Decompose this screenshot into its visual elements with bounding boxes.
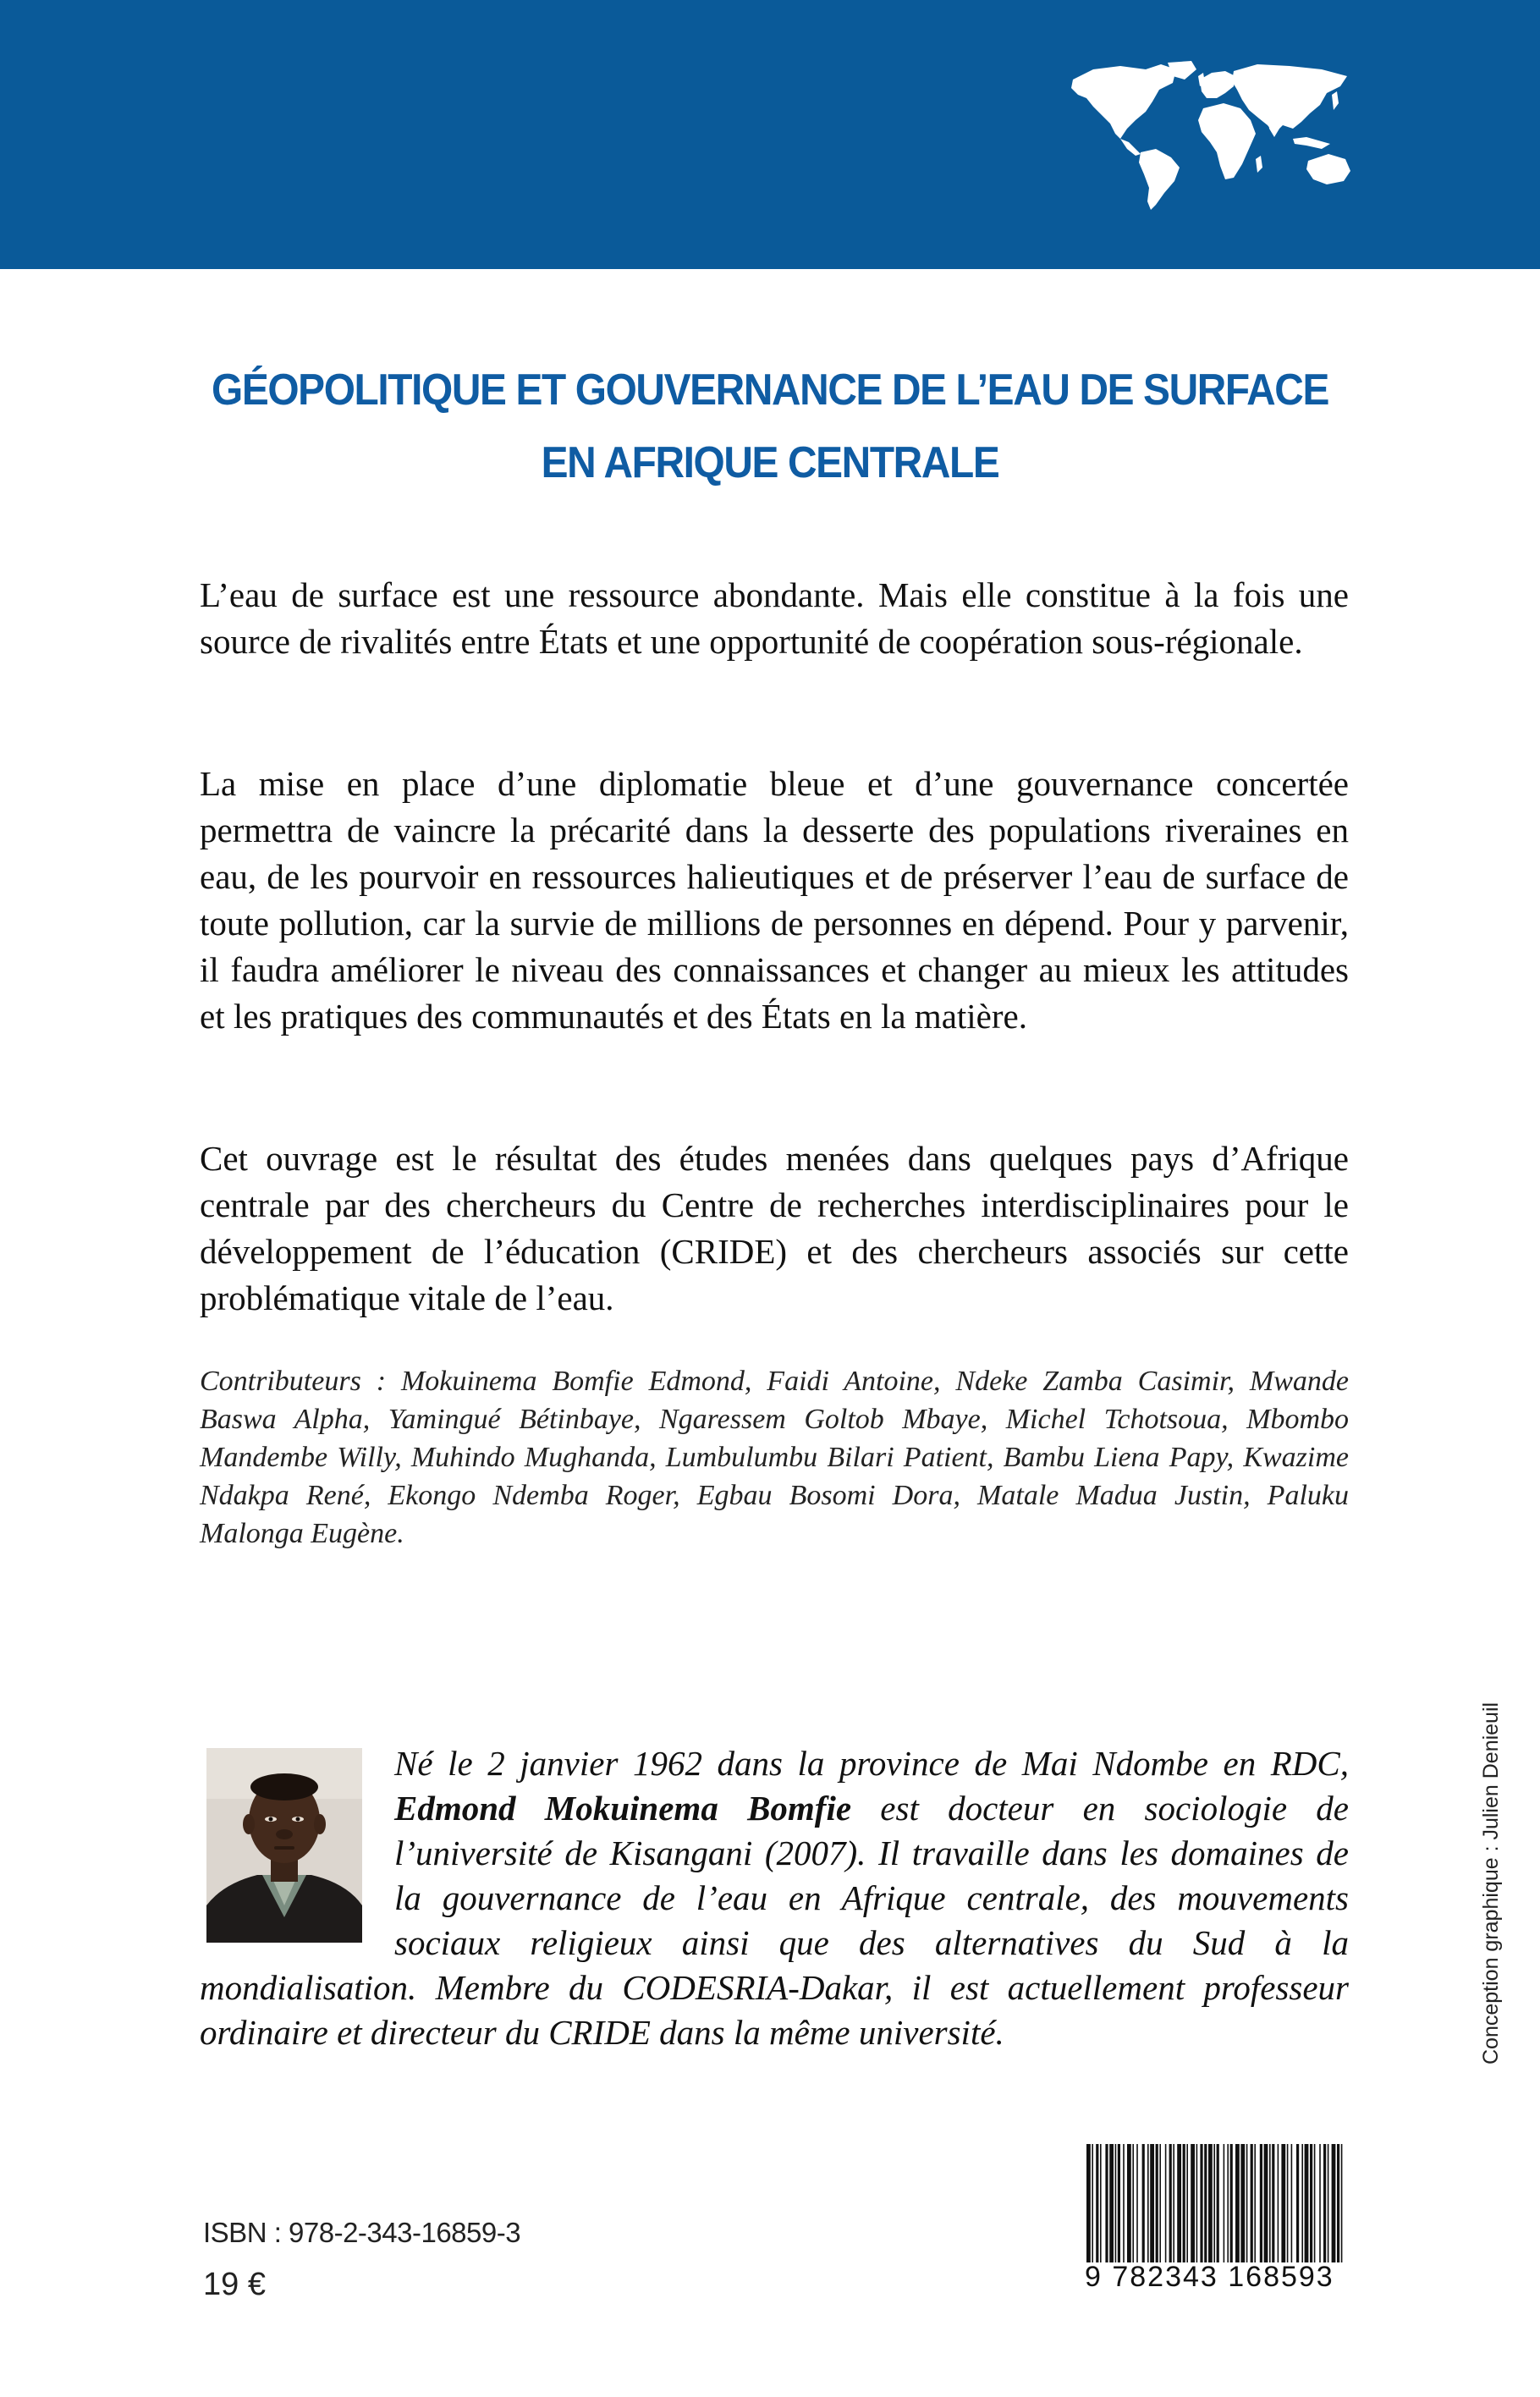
barcode-bar	[1227, 2144, 1229, 2262]
barcode	[1085, 2144, 1347, 2262]
barcode-bar	[1224, 2144, 1225, 2262]
barcode-bar	[1136, 2144, 1138, 2262]
barcode-bar	[1272, 2144, 1274, 2262]
barcode-bar	[1264, 2144, 1268, 2262]
barcode-bar	[1105, 2144, 1108, 2262]
barcode-bar	[1230, 2144, 1233, 2262]
barcode-bar	[1341, 2144, 1343, 2262]
graphic-design-credit: Conception graphique : Julien Denieuil	[1479, 1702, 1503, 2064]
barcode-bar	[1109, 2144, 1114, 2262]
price: 19 €	[203, 2267, 266, 2302]
barcode-bar	[1260, 2144, 1262, 2262]
barcode-bar	[1132, 2144, 1134, 2262]
barcode-bar	[1200, 2144, 1202, 2262]
barcode-bar	[1281, 2144, 1285, 2262]
barcode-bar	[1278, 2144, 1279, 2262]
barcode-bar	[1186, 2144, 1188, 2262]
barcode-bar	[1118, 2144, 1120, 2262]
barcode-bar	[1314, 2144, 1316, 2262]
barcode-bar	[1251, 2144, 1253, 2262]
barcode-bar	[1096, 2144, 1098, 2262]
author-biography	[200, 1741, 1349, 2055]
barcode-bar	[1254, 2144, 1256, 2262]
bio-details: est docteur en sociologie de l’université de Kisangani (2007). Il travaille dans les domaines de la gouvernance de l’eau en Afrique centrale, des mouvements sociaux religieux ainsi que des alternatives du Sud à la mondialisation. Membre du CODESRIA-Dakar, il est actuellement professeur ordinaire et directeur du CRIDE dans la même université.	[200, 1789, 1349, 2052]
barcode-bar	[1310, 2144, 1312, 2262]
barcode-bar	[1291, 2144, 1293, 2262]
barcode-bar	[1332, 2144, 1336, 2262]
barcode-bar	[1115, 2144, 1117, 2262]
barcode-bar	[1127, 2144, 1131, 2262]
title-line-1: GÉOPOLITIQUE ET GOUVERNANCE DE L’EAU DE SURFACE	[211, 366, 1328, 415]
contributors-list: Contributeurs : Mokuinema Bomfie Edmond, Faidi Antoine, Ndeke Zamba Casimir, Mwande Baswa Alpha, Yamingué Bétinbaye, Ngaressem Goltob Mbaye, Michel Tchotsoua, Mbombo Mandembe Willy, Muhindo Mughanda, Lumbulumbu Bilari Patient, Bambu Liena Papy, Kwazime Ndakpa René, Ekongo Ndemba Roger, Egbau Bosomi Dora, Matale Madua Justin, Paluku Malonga Eugène.	[200, 1366, 1349, 1549]
summary-paragraph-2: La mise en place d’une diplomatie bleue et d’une gouvernance concertée permettra de vaincre la précarité dans la desserte des populations riveraines en eau, de les pourvoir en ressources halieutiques et de préserver l’eau de surface de toute pollution, car la survie de millions de personnes en dépend. Pour y parvenir, il faudra améliorer le niveau des connaissances et changer au mieux les attitudes et les pratiques des communautés et des États en la matière.	[200, 764, 1349, 1036]
barcode-bar	[1159, 2144, 1161, 2262]
barcode-bar	[1177, 2144, 1181, 2262]
barcode-bar	[1305, 2144, 1309, 2262]
barcode-bar	[1191, 2144, 1195, 2262]
barcode-bar	[1156, 2144, 1158, 2262]
barcode-bar	[1169, 2144, 1172, 2262]
barcode-bar	[1301, 2144, 1303, 2262]
isbn: ISBN : 978-2-343-16859-3	[203, 2217, 521, 2248]
barcode-bar	[1150, 2144, 1154, 2262]
barcode-bar	[1196, 2144, 1198, 2262]
title-line-2: EN AFRIQUE CENTRALE	[541, 438, 999, 487]
barcode-bar	[1173, 2144, 1174, 2262]
barcode-bar	[1142, 2144, 1145, 2262]
barcode-bar	[1092, 2144, 1093, 2262]
barcode-bar	[1123, 2144, 1125, 2262]
barcode-number: 9 782343 168593	[1085, 2261, 1334, 2293]
barcode-bar	[1337, 2144, 1339, 2262]
summary-paragraph-3: Cet ouvrage est le résultat des études menées dans quelques pays d’Afrique centrale par des chercheurs du Centre de recherches interdisciplinaires pour le développement de l’éducation (CRIDE) et des chercheurs associés sur cette problématique vitale de l’eau.	[200, 1139, 1349, 1317]
barcode-bar	[1287, 2144, 1289, 2262]
barcode-bar	[1147, 2144, 1149, 2262]
bio-intro: Né le 2 janvier 1962 dans la province de Mai Ndombe en RDC,	[394, 1744, 1349, 1783]
top-color-band	[0, 0, 1540, 269]
barcode-bar	[1183, 2144, 1185, 2262]
barcode-bar	[1323, 2144, 1326, 2262]
barcode-bar	[1269, 2144, 1271, 2262]
barcode-bar	[1100, 2144, 1102, 2262]
summary-paragraph-1: L’eau de surface est une ressource abondante. Mais elle constitue à la fois une source de rivalités entre États et une opportunité de coopération sous-régionale.	[200, 575, 1349, 661]
book-title	[155, 354, 1385, 499]
barcode-bar	[1217, 2144, 1219, 2262]
barcode-bar	[1204, 2144, 1207, 2262]
barcode-bar	[1208, 2144, 1213, 2262]
barcode-bar	[1240, 2144, 1245, 2262]
photo-spacer	[200, 1741, 394, 1922]
barcode-bar	[1213, 2144, 1215, 2262]
barcode-bar	[1235, 2144, 1240, 2262]
barcode-bar	[1328, 2144, 1329, 2262]
barcode-bar	[1246, 2144, 1248, 2262]
world-map-icon	[1068, 61, 1352, 212]
barcode-bar	[1165, 2144, 1167, 2262]
barcode-bar	[1319, 2144, 1321, 2262]
barcode-bar	[1086, 2144, 1091, 2262]
barcode-bar	[1296, 2144, 1299, 2262]
author-name: Edmond Mokuinema Bomfie	[394, 1789, 852, 1828]
